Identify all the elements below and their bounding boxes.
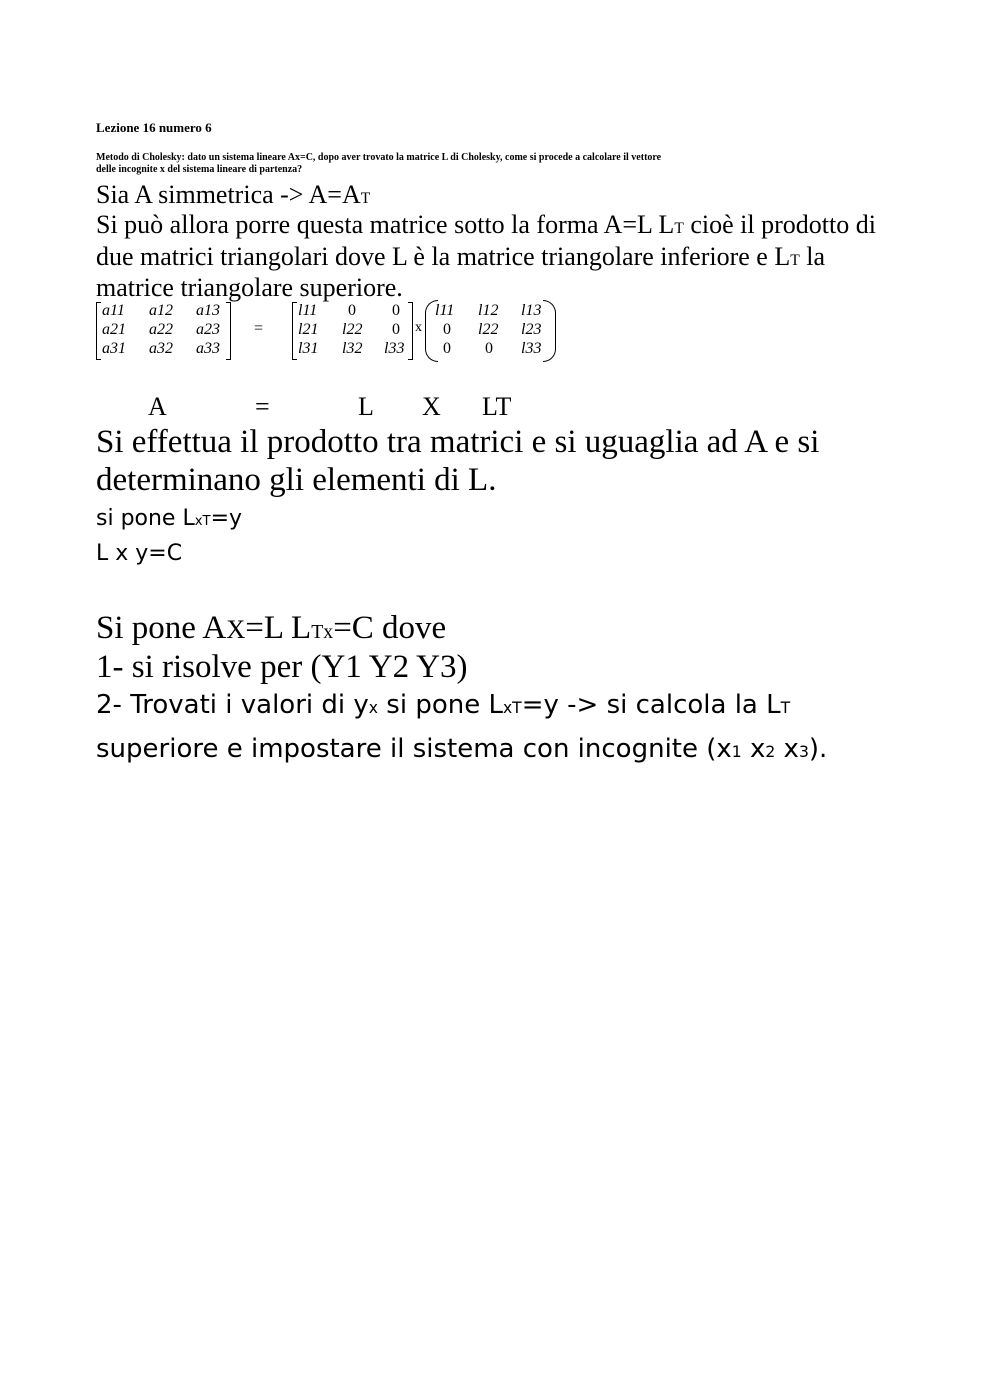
- matrix-a-cell: a11: [102, 302, 125, 319]
- matrix-a-cell: a32: [149, 340, 173, 357]
- matrix-lt-cell: l13: [521, 302, 542, 319]
- matrix-l-cell: l11: [298, 302, 318, 319]
- matrix-l-cell: 0: [392, 321, 400, 338]
- matrix-lt-cell: l11: [435, 302, 455, 319]
- matrix-lt-cell: 0: [485, 340, 493, 357]
- matrix-lt-cell: l23: [521, 321, 542, 338]
- right-bracket: [408, 302, 413, 360]
- matrix-l-cell: 0: [392, 302, 400, 319]
- symmetric-statement: Sia A simmetrica -> A=AT: [96, 180, 371, 209]
- paragraph-line-2: due matrici triangolari dove L è la matrice triangolare inferiore e LT la: [96, 242, 826, 271]
- matrix-a: [96, 302, 232, 360]
- paragraph-line-3: matrice triangolare superiore.: [96, 273, 403, 302]
- matrix-l-cell: l33: [384, 340, 405, 357]
- matrix-l-cell: l22: [342, 321, 363, 338]
- matrix-l-cell: l31: [298, 340, 319, 357]
- substitution-line: si pone LxT=y: [96, 506, 243, 531]
- matrix-a-cell: a12: [149, 302, 173, 319]
- matrix-lt-cell: 0: [443, 340, 451, 357]
- matrix-l-cell: l32: [342, 340, 363, 357]
- product-line-1: Si effettua il prodotto tra matrici e si uguaglia ad A e si: [96, 424, 820, 460]
- paragraph-line-1: Si può allora porre questa matrice sotto la forma A=L LT cioè il prodotto di: [96, 210, 876, 239]
- label-l: L: [358, 392, 374, 421]
- matrix-a-cell: a21: [102, 321, 126, 338]
- matrix-lt: [425, 302, 557, 360]
- label-x: X: [422, 392, 441, 421]
- matrix-l-cell: l21: [298, 321, 319, 338]
- matrix-lt-cell: 0: [443, 321, 451, 338]
- question-line-2: delle incognite x del sistema lineare di partenza?: [96, 164, 303, 175]
- matrix-lt-cell: l12: [478, 302, 499, 319]
- matrix-a-cell: a13: [196, 302, 220, 319]
- left-bracket: [96, 302, 101, 360]
- matrix-l: [292, 302, 414, 360]
- multiply-sign: x: [415, 320, 422, 335]
- matrix-a-cell: a33: [196, 340, 220, 357]
- matrix-lt-cell: l22: [478, 321, 499, 338]
- matrix-a-cell: a22: [149, 321, 173, 338]
- matrix-l-cell: 0: [348, 302, 356, 319]
- lower-system-line: L x y=C: [96, 541, 183, 566]
- right-paren: [543, 300, 556, 362]
- matrix-a-cell: a31: [102, 340, 126, 357]
- label-equals: =: [255, 392, 270, 421]
- label-a: A: [148, 392, 167, 421]
- pone-line: Si pone AX=L LTx=C dove: [96, 610, 447, 646]
- step-2-continuation: superiore e impostare il sistema con incognite (x1 x2 x3).: [96, 734, 828, 764]
- product-line-2: determinano gli elementi di L.: [96, 462, 497, 498]
- step-1-line: 1- si risolve per (Y1 Y2 Y3): [96, 649, 468, 685]
- matrix-lt-cell: l33: [521, 340, 542, 357]
- lesson-title: Lezione 16 numero 6: [96, 120, 212, 135]
- equals-sign: =: [254, 320, 264, 337]
- matrix-a-cell: a23: [196, 321, 220, 338]
- question-line-1: Metodo di Cholesky: dato un sistema lineare Ax=C, dopo aver trovato la matrice L di Cholesky, come si procede a calcolare il vettore: [96, 152, 662, 163]
- step-2-line: 2- Trovati i valori di yx si pone LxT=y -> si calcola la LT: [96, 690, 791, 720]
- right-bracket: [226, 302, 231, 360]
- label-lt: LT: [482, 392, 512, 421]
- left-bracket: [292, 302, 297, 360]
